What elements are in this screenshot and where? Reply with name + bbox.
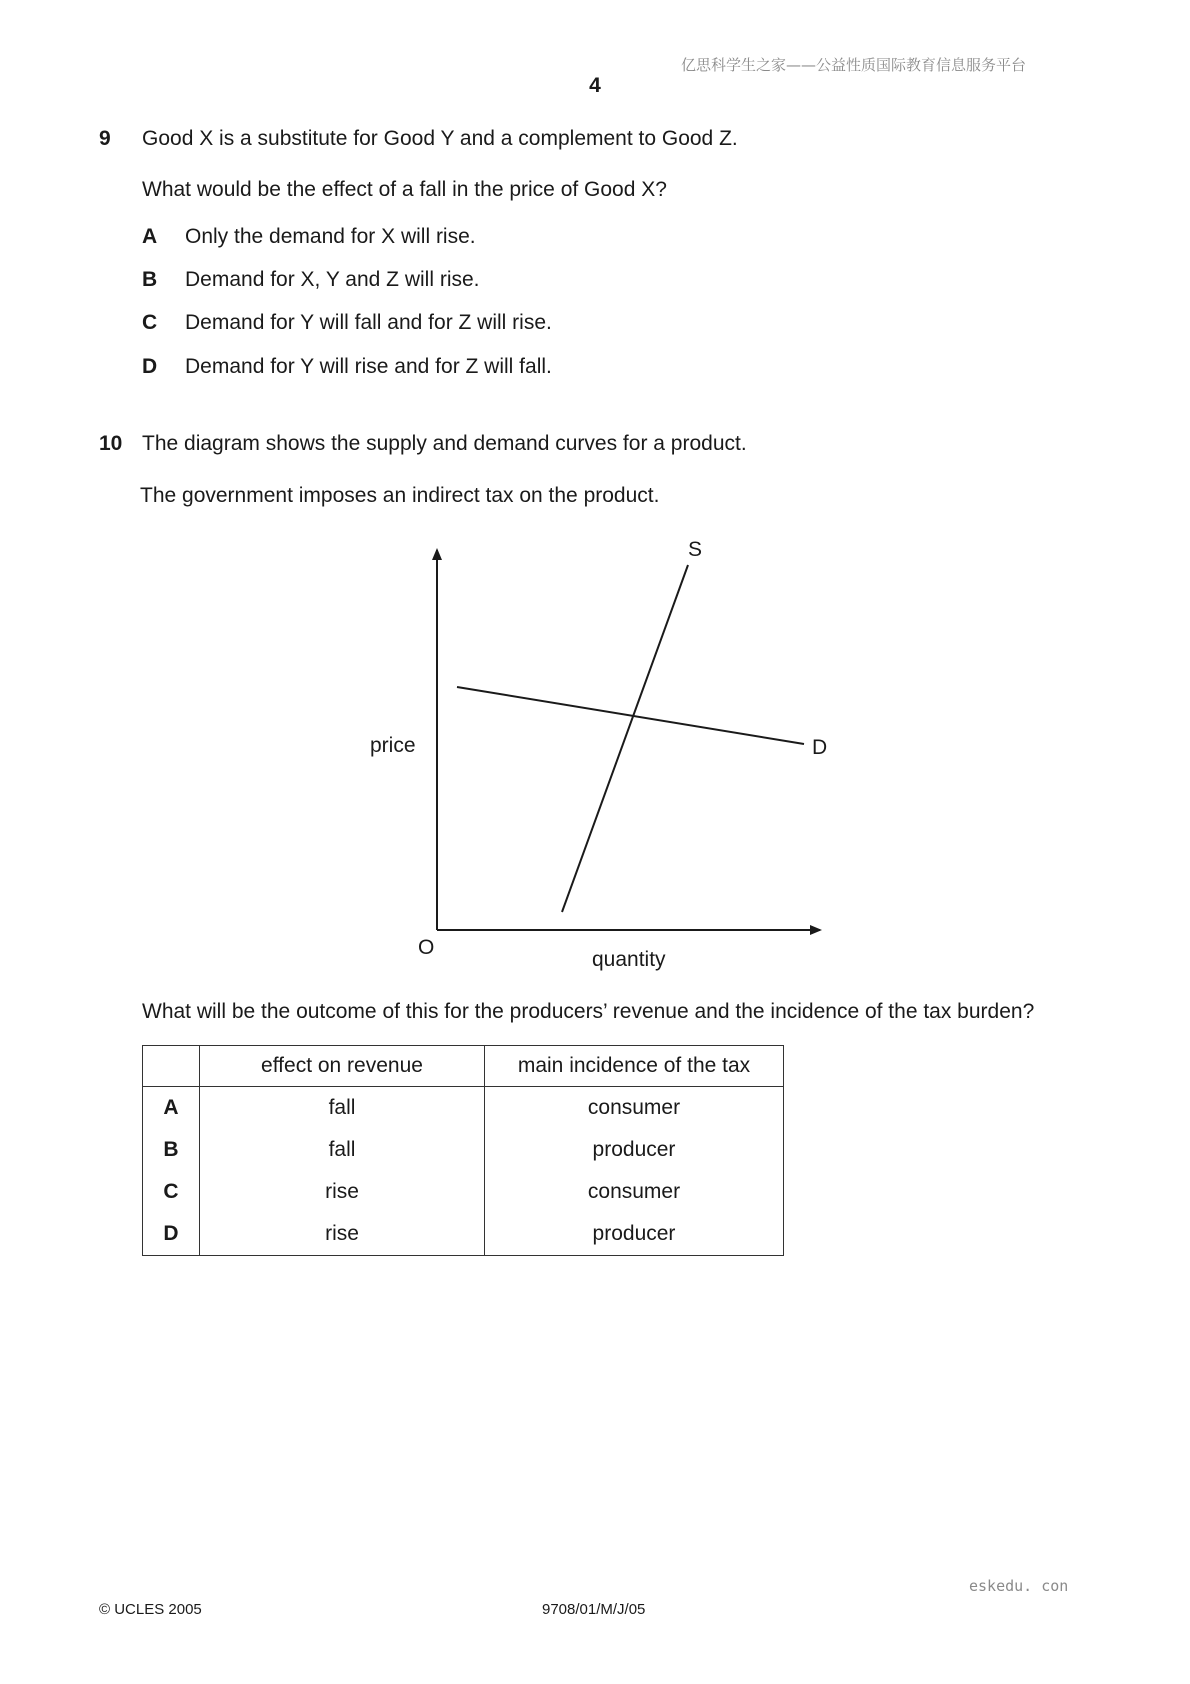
header-main-incidence: main incidence of the tax (485, 1046, 784, 1087)
question-9-number: 9 (99, 127, 111, 150)
question-10-prompt: What will be the outcome of this for the producers’ revenue and the incidence of the tax burden? (142, 1000, 1035, 1023)
question-10-stem-2: The government imposes an indirect tax on the product. (140, 484, 660, 507)
supply-label: S (688, 538, 703, 561)
quantity-axis-label: quantity (592, 948, 666, 971)
row-letter: C (143, 1171, 200, 1213)
q9-option-c-text: Demand for Y will fall and for Z will rise. (185, 311, 552, 334)
row-letter: B (143, 1129, 200, 1171)
question-9-stem: Good X is a substitute for Good Y and a complement to Good Z. (142, 127, 738, 150)
row-incidence: producer (485, 1129, 784, 1171)
row-incidence: producer (485, 1213, 784, 1256)
question-10-stem: The diagram shows the supply and demand curves for a product. (142, 432, 747, 455)
footer-copyright: © UCLES 2005 (99, 1601, 202, 1618)
row-revenue: rise (200, 1171, 485, 1213)
table-row (143, 1129, 784, 1171)
row-letter: D (143, 1213, 200, 1256)
q9-option-a-text: Only the demand for X will rise. (185, 225, 476, 248)
q9-option-c-letter: C (142, 311, 158, 334)
row-revenue: rise (200, 1213, 485, 1256)
q9-option-d-letter: D (142, 355, 158, 378)
question-10-number: 10 (99, 432, 123, 455)
page-number: 4 (589, 74, 601, 97)
header-effect-on-revenue: effect on revenue (200, 1046, 485, 1087)
row-incidence: consumer (485, 1087, 784, 1130)
q9-option-b-letter: B (142, 268, 158, 291)
origin-label: O (418, 936, 435, 959)
demand-curve (457, 687, 804, 744)
demand-label: D (812, 736, 828, 759)
supply-curve (562, 565, 688, 912)
price-axis-label: price (370, 734, 416, 757)
answer-table (142, 1045, 784, 1256)
header-blank-cell (143, 1046, 200, 1087)
q9-option-b-text: Demand for X, Y and Z will rise. (185, 268, 480, 291)
footer-watermark: eskedu. con (969, 1577, 1069, 1595)
table-row (143, 1171, 784, 1213)
table-header-row (143, 1046, 784, 1087)
row-revenue: fall (200, 1129, 485, 1171)
footer-paper-code: 9708/01/M/J/05 (542, 1601, 646, 1618)
header-watermark: 亿思科学生之家——公益性质国际教育信息服务平台 (681, 56, 1027, 74)
row-revenue: fall (200, 1087, 485, 1130)
row-letter: A (143, 1087, 200, 1130)
question-9-prompt: What would be the effect of a fall in the price of Good X? (142, 178, 667, 201)
table-row (143, 1213, 784, 1256)
q9-option-d-text: Demand for Y will rise and for Z will fall. (185, 355, 552, 378)
q9-option-a-letter: A (142, 225, 158, 248)
table-row (143, 1087, 784, 1130)
row-incidence: consumer (485, 1171, 784, 1213)
